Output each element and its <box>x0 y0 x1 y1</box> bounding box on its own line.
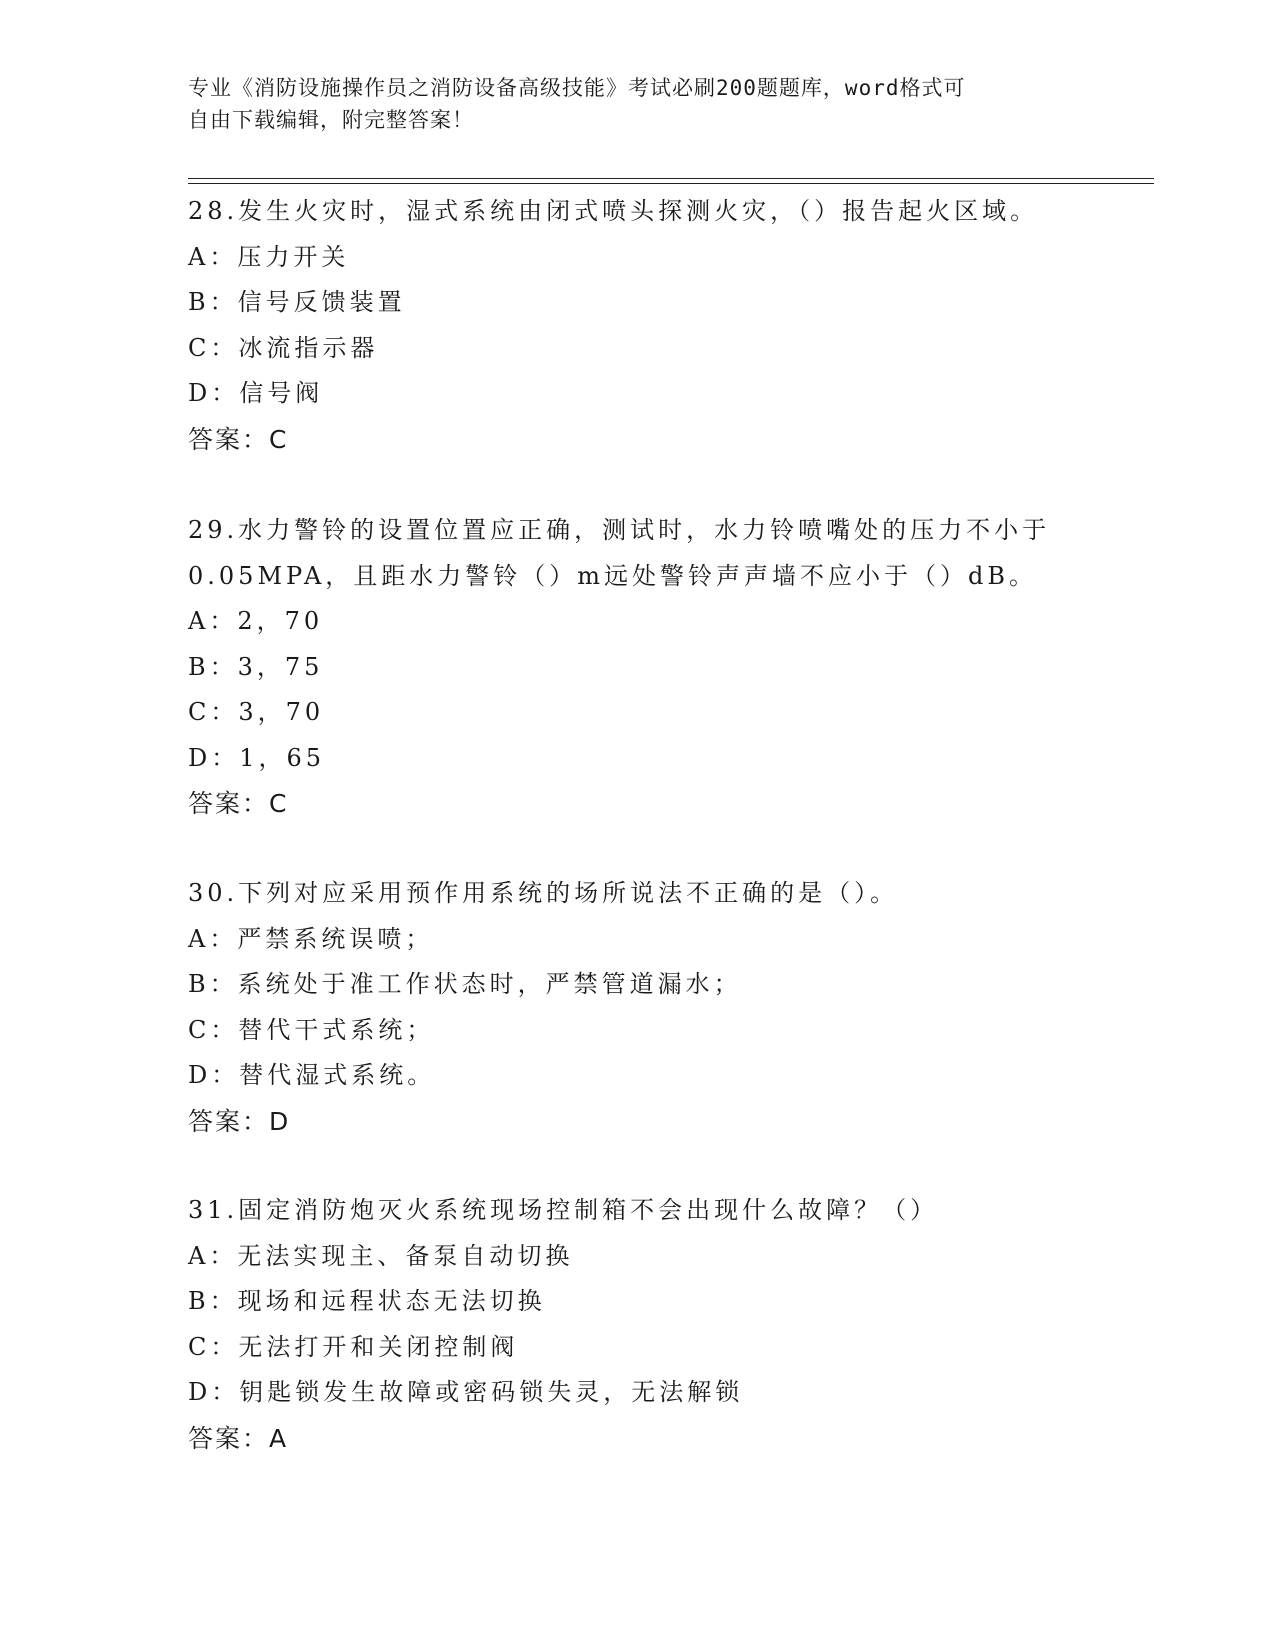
option-b: B：信号反馈装置 <box>188 288 406 316</box>
question-stem: 28.发生火灾时，湿式系统由闭式喷头探测火灾，（）报告起火区域。 <box>188 197 1039 225</box>
answer-label: 答案：A <box>188 1423 289 1453</box>
option-b: B：3，75 <box>188 652 324 681</box>
header-line-2: 自由下载编辑，附完整答案！ <box>188 108 474 132</box>
option-a: A：2，70 <box>188 607 324 635</box>
option-d: D：1，65 <box>188 743 326 772</box>
question-block-28 <box>188 189 1088 462</box>
document-header <box>188 72 1068 136</box>
option-d: D：信号阀 <box>188 379 324 407</box>
answer-label: 答案：C <box>188 789 289 818</box>
question-stem: 31.固定消防炮灭火系统现场控制箱不会出现什么故障？（） <box>188 1196 939 1224</box>
option-b: B：系统处于准工作状态时，严禁管道漏水； <box>188 970 742 998</box>
question-block-31 <box>188 1188 1088 1461</box>
option-d: D：替代湿式系统。 <box>188 1061 436 1089</box>
question-stem: 30.下列对应采用预作用系统的场所说法不正确的是（）。 <box>188 879 899 907</box>
header-divider-top <box>188 178 1154 179</box>
option-a: A：严禁系统误喷； <box>188 924 434 953</box>
option-d: D：钥匙锁发生故障或密码锁失灵，无法解锁 <box>188 1378 744 1406</box>
option-c: C：无法打开和关闭控制阀 <box>188 1332 519 1361</box>
header-line-1: 专业《消防设施操作员之消防设备高级技能》考试必刷200题题库，word格式可 <box>188 76 966 100</box>
question-stem-continued: 0.05MPA，且距水力警铃（）m远处警铃声声墙不应小于（）dB。 <box>188 561 1038 590</box>
question-stem: 29.水力警铃的设置位置应正确，测试时，水力铃喷嘴处的压力不小于 <box>188 516 1051 544</box>
question-block-30 <box>188 871 1088 1144</box>
option-a: A：压力开关 <box>188 242 350 271</box>
answer-label: 答案：D <box>188 1106 291 1136</box>
question-block-29 <box>188 508 1088 827</box>
option-a: A：无法实现主、备泵自动切换 <box>188 1241 574 1270</box>
option-c: C：替代干式系统； <box>188 1015 435 1044</box>
option-b: B：现场和远程状态无法切换 <box>188 1287 546 1315</box>
answer-label: 答案：C <box>188 424 289 454</box>
option-c: C：冰流指示器 <box>188 333 379 362</box>
header-divider-bottom <box>188 183 1154 184</box>
option-c: C：3，70 <box>188 698 325 726</box>
